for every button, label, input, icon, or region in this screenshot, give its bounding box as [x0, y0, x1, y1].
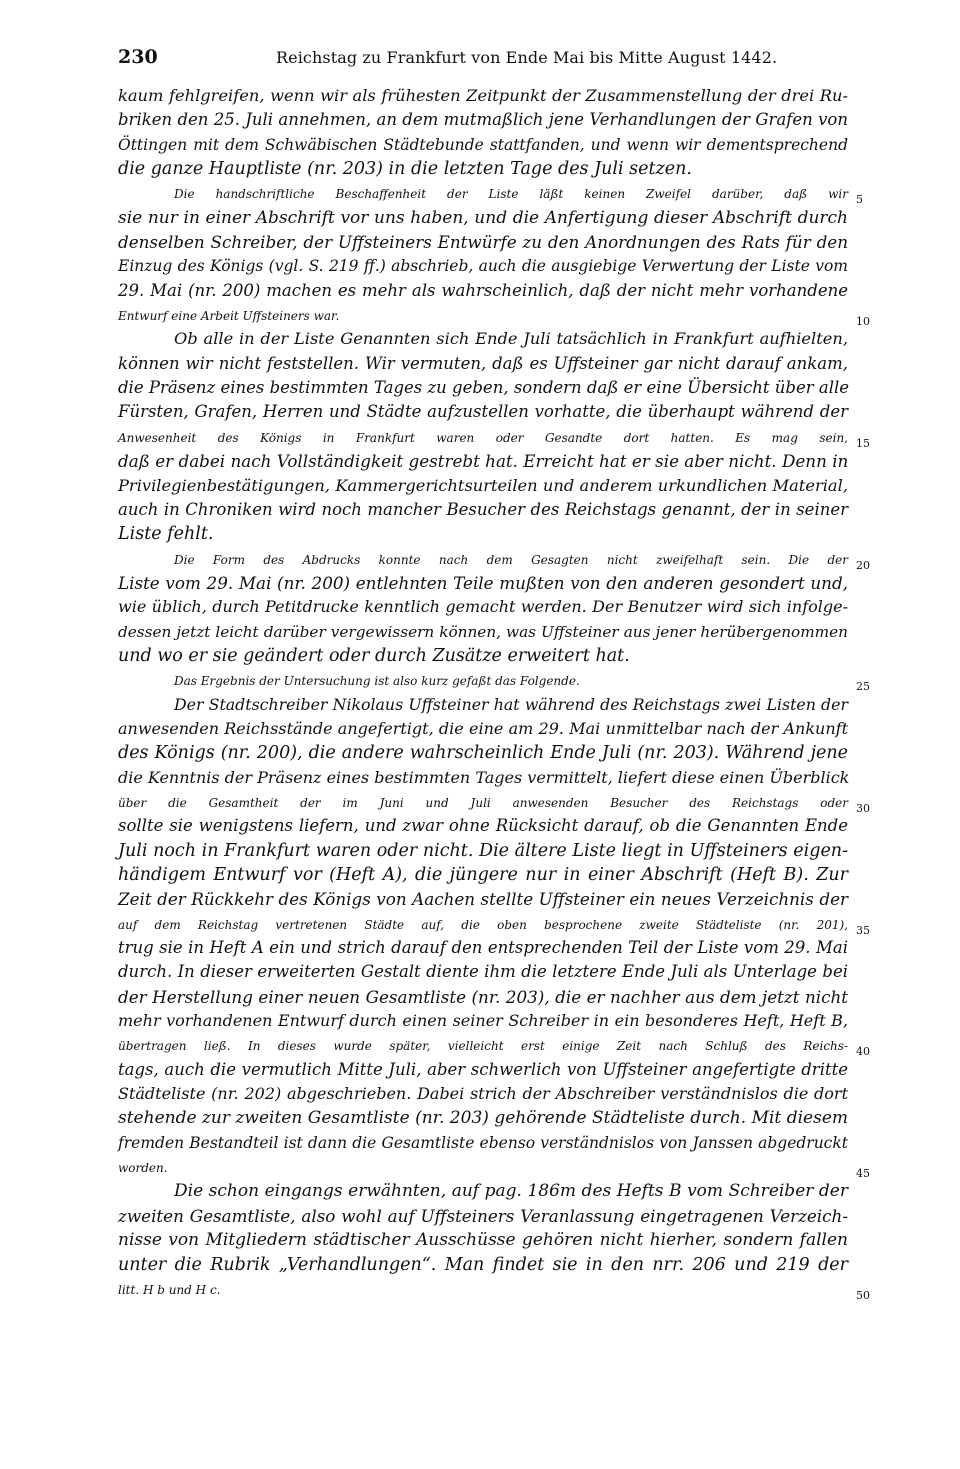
- text-line-content: Liste vom 29. Mai (nr. 200) entlehnten Teile mußten von den anderen gesondert und,: [118, 572, 848, 593]
- text-line-content: unter die Rubrik „Verhandlungen“. Man findet sie in den nrr. 206 und 219 der: [118, 1254, 848, 1275]
- text-line: [118, 1082, 848, 1106]
- text-line-content: Juli noch in Frankfurt waren oder nicht. Die ältere Liste liegt in Uffsteiners eigen-: [118, 840, 848, 861]
- text-line-content: des Königs (nr. 200), die andere wahrscheinlich Ende Juli (nr. 203). Während jene: [118, 743, 848, 764]
- text-line: [118, 936, 848, 960]
- text-line-content: können wir nicht feststellen. Wir vermuten, daß es Uffsteiner gar nicht darauf ankam,: [118, 353, 848, 373]
- text-line-content: denselben Schreiber, der Uffsteiners Entwürfe zu den Anordnungen des Rats für den: [118, 232, 848, 253]
- text-line-content: stehende zur zweiten Gesamtliste (nr. 203) gehörende Städteliste durch. Mit diesem: [118, 1108, 848, 1129]
- text-line: [118, 206, 848, 230]
- line-number-marker: 25: [856, 680, 870, 694]
- text-line: [118, 1253, 848, 1277]
- body-text: [118, 84, 870, 1302]
- text-line-content: Anwesenheit des Königs in Frankfurt waren oder Gesandte dort hatten. Es mag sein,: [118, 430, 848, 445]
- text-line-content: Ob alle in der Liste Genannten sich Ende Juli tatsächlich in Frankfurt aufhielten,: [174, 329, 848, 349]
- line-number-marker: 50: [856, 1288, 870, 1302]
- text-line-content: der Herstellung einer neuen Gesamtliste (nr. 203), die er nachher aus dem jetzt nicht: [118, 986, 848, 1007]
- text-line-content: Liste fehlt.: [118, 524, 214, 545]
- text-line: [118, 498, 848, 522]
- text-line-content: auf dem Reichstag vertretenen Städte auf, die oben besprochene zweite Städteliste (nr. 201),: [118, 917, 848, 932]
- text-line: [118, 766, 848, 790]
- text-line: [118, 1179, 848, 1203]
- text-line: [118, 1131, 848, 1155]
- text-line-content: dessen jetzt leicht darüber vergewissern können, was Uffsteiner aus jener herübergenommen: [118, 622, 848, 641]
- text-line: [118, 522, 848, 546]
- text-line: [118, 303, 870, 329]
- page-header: [118, 46, 848, 72]
- text-line: [118, 985, 848, 1009]
- running-head: Reichstag zu Frankfurt von Ende Mai bis Mitte August 1442.: [276, 48, 778, 67]
- text-line-content: Die schon eingangs erwähnten, auf pag. 186m des Hefts B vom Schreiber der: [174, 1181, 848, 1202]
- text-line: [118, 547, 870, 572]
- text-line-content: die Kenntnis der Präsenz eines bestimmten Tages vermittelt, liefert diese einen Überblick: [118, 767, 850, 787]
- text-line: [118, 108, 848, 132]
- text-line-content: und wo er sie geändert oder durch Zusätze erweitert hat.: [118, 645, 630, 666]
- line-number-marker: 20: [856, 558, 870, 572]
- text-line: [118, 254, 848, 278]
- text-line-content: Zeit der Rückkehr des Königs von Aachen stellte Uffsteiner ein neues Verzeichnis der: [118, 889, 848, 910]
- text-line: [118, 400, 848, 424]
- text-line: [118, 741, 848, 765]
- text-line: [118, 133, 848, 157]
- text-line-content: briken den 25. Juli annehmen, an dem mutmaßlich jene Verhandlungen der Grafen von: [118, 110, 848, 130]
- text-line: [118, 425, 870, 450]
- text-line-content: daß er dabei nach Vollständigkeit gestrebt hat. Erreicht hat er sie aber nicht. Denn in: [118, 451, 849, 472]
- text-line: [118, 912, 870, 937]
- text-line-content: 29. Mai (nr. 200) machen es mehr als wahrscheinlich, daß der nicht mehr vorhandene: [118, 280, 848, 300]
- text-line: [118, 620, 848, 644]
- text-line: [118, 693, 848, 717]
- text-line-content: Die handschriftliche Beschaffenheit der Liste läßt keinen Zweifel darüber, daß wir: [174, 187, 848, 202]
- text-line: [118, 84, 848, 108]
- line-number-marker: 45: [856, 1167, 870, 1181]
- page-number: 230: [118, 46, 158, 68]
- text-line: [118, 790, 870, 815]
- text-line-content: fremden Bestandteil ist dann die Gesamtliste ebenso verständnislos von Janssen abgedruckt: [118, 1133, 848, 1152]
- text-line: [118, 1033, 870, 1059]
- text-line-content: Der Stadtschreiber Nikolaus Uffsteiner hat während des Reichstags zwei Listen der: [174, 694, 848, 714]
- text-line-content: anwesenden Reichsstände angefertigt, die eine am 29. Mai unmittelbar nach der Ankunft: [118, 718, 848, 738]
- text-line-content: Das Ergebnis der Untersuchung ist also kurz gefaßt das Folgende.: [174, 674, 580, 689]
- text-line-content: Einzug des Königs (vgl. S. 219 ff.) abschrieb, auch die ausgiebige Verwertung der Liste vom: [118, 257, 848, 276]
- text-line: [118, 839, 848, 863]
- text-line: [118, 1277, 870, 1302]
- text-line: [118, 644, 848, 668]
- text-line-content: Öttingen mit dem Schwäbischen Städtebunde stattfanden, und wenn wir dementsprechend: [118, 135, 848, 154]
- text-line-content: Städteliste (nr. 202) abgeschrieben. Dabei strich der Abschreiber verständnislos die dort: [118, 1084, 848, 1104]
- text-line-content: tags, auch die vermutlich Mitte Juli, aber schwerlich von Uffsteiner angefertigte dritte: [118, 1059, 848, 1079]
- text-line: [118, 887, 848, 911]
- text-line: [118, 1155, 870, 1181]
- text-line: [118, 279, 848, 303]
- text-line: [118, 571, 848, 595]
- text-line-content: übertragen ließ. In dieses wurde später, vielleicht erst einige Zeit nach Schluß des Reichs-: [118, 1039, 848, 1054]
- text-line: [118, 814, 848, 838]
- line-number-marker: 10: [856, 315, 870, 329]
- text-line-content: die Präsenz eines bestimmten Tages zu geben, sondern daß er eine Übersicht über alle: [118, 378, 850, 398]
- text-line: [118, 230, 848, 254]
- text-line-content: die ganze Hauptliste (nr. 203) in die letzten Tage des Juli setzen.: [118, 159, 692, 180]
- line-number-marker: 35: [856, 923, 870, 937]
- text-line: [118, 181, 863, 207]
- text-line: [118, 863, 848, 887]
- text-line-content: litt. H b und H c.: [118, 1282, 221, 1297]
- text-line: [118, 449, 848, 473]
- text-line: [118, 157, 848, 181]
- text-line-content: trug sie in Heft A ein und strich darauf den entsprechenden Teil der Liste vom 29. Mai: [118, 938, 848, 958]
- text-line: [118, 327, 848, 351]
- text-line: [118, 1228, 848, 1252]
- text-line-content: wie üblich, durch Petitdrucke kenntlich gemacht werden. Der Benutzer wird sich infolge-: [118, 597, 848, 617]
- text-line-content: durch. In dieser erweiterten Gestalt diente ihm die letztere Ende Juli als Unterlage bei: [118, 962, 848, 982]
- text-line: [118, 717, 848, 741]
- text-line-content: sie nur in einer Abschrift vor uns haben, und die Anfertigung dieser Abschrift durch: [118, 207, 848, 228]
- text-line-content: mehr vorhandenen Entwurf durch einen seiner Schreiber in ein besonderes Heft, Heft B,: [118, 1011, 848, 1031]
- text-line-content: nisse von Mitgliedern städtischer Ausschüsse gehören nicht hierher, sondern fallen: [118, 1230, 848, 1251]
- text-line: [118, 595, 848, 619]
- text-line: [118, 376, 848, 400]
- text-line: [118, 1204, 848, 1228]
- text-line: [118, 1009, 848, 1033]
- text-line: [118, 668, 870, 694]
- line-number-marker: 5: [856, 193, 863, 207]
- text-line-content: Privilegienbestätigungen, Kammergerichtsurteilen und anderem urkundlichen Material,: [118, 475, 848, 495]
- text-line-content: kaum fehlgreifen, wenn wir als frühesten Zeitpunkt der Zusammenstellung der drei Ru-: [118, 86, 848, 105]
- line-number-marker: 30: [856, 801, 870, 815]
- text-line-content: händigem Entwurf vor (Heft A), die jüngere nur in einer Abschrift (Heft B). Zur: [118, 865, 848, 885]
- text-line-content: zweiten Gesamtliste, also wohl auf Uffsteiners Veranlassung eingetragenen Verzeich-: [118, 1205, 848, 1226]
- text-line: [118, 352, 848, 376]
- line-number-marker: 15: [856, 436, 870, 450]
- text-line-content: Die Form des Abdrucks konnte nach dem Gesagten nicht zweifelhaft sein. Die der: [174, 552, 848, 567]
- text-line-content: über die Gesamtheit der im Juni und Juli anwesenden Besucher des Reichstags oder: [118, 795, 848, 810]
- text-line: [118, 1106, 848, 1130]
- text-line: [118, 474, 848, 498]
- text-line-content: sollte sie wenigstens liefern, und zwar ohne Rücksicht darauf, ob die Genannten Ende: [118, 816, 848, 836]
- text-line-content: worden.: [118, 1161, 168, 1176]
- text-line-content: Entwurf eine Arbeit Uffsteiners war.: [118, 309, 340, 324]
- text-line: [118, 960, 848, 984]
- text-line-content: Fürsten, Grafen, Herren und Städte aufzustellen vorhatte, die überhaupt während der: [118, 402, 848, 422]
- line-number-marker: 40: [856, 1045, 870, 1059]
- text-line-content: auch in Chroniken wird noch mancher Besucher des Reichstags genannt, der in seiner: [118, 499, 848, 519]
- text-line: [118, 1058, 848, 1082]
